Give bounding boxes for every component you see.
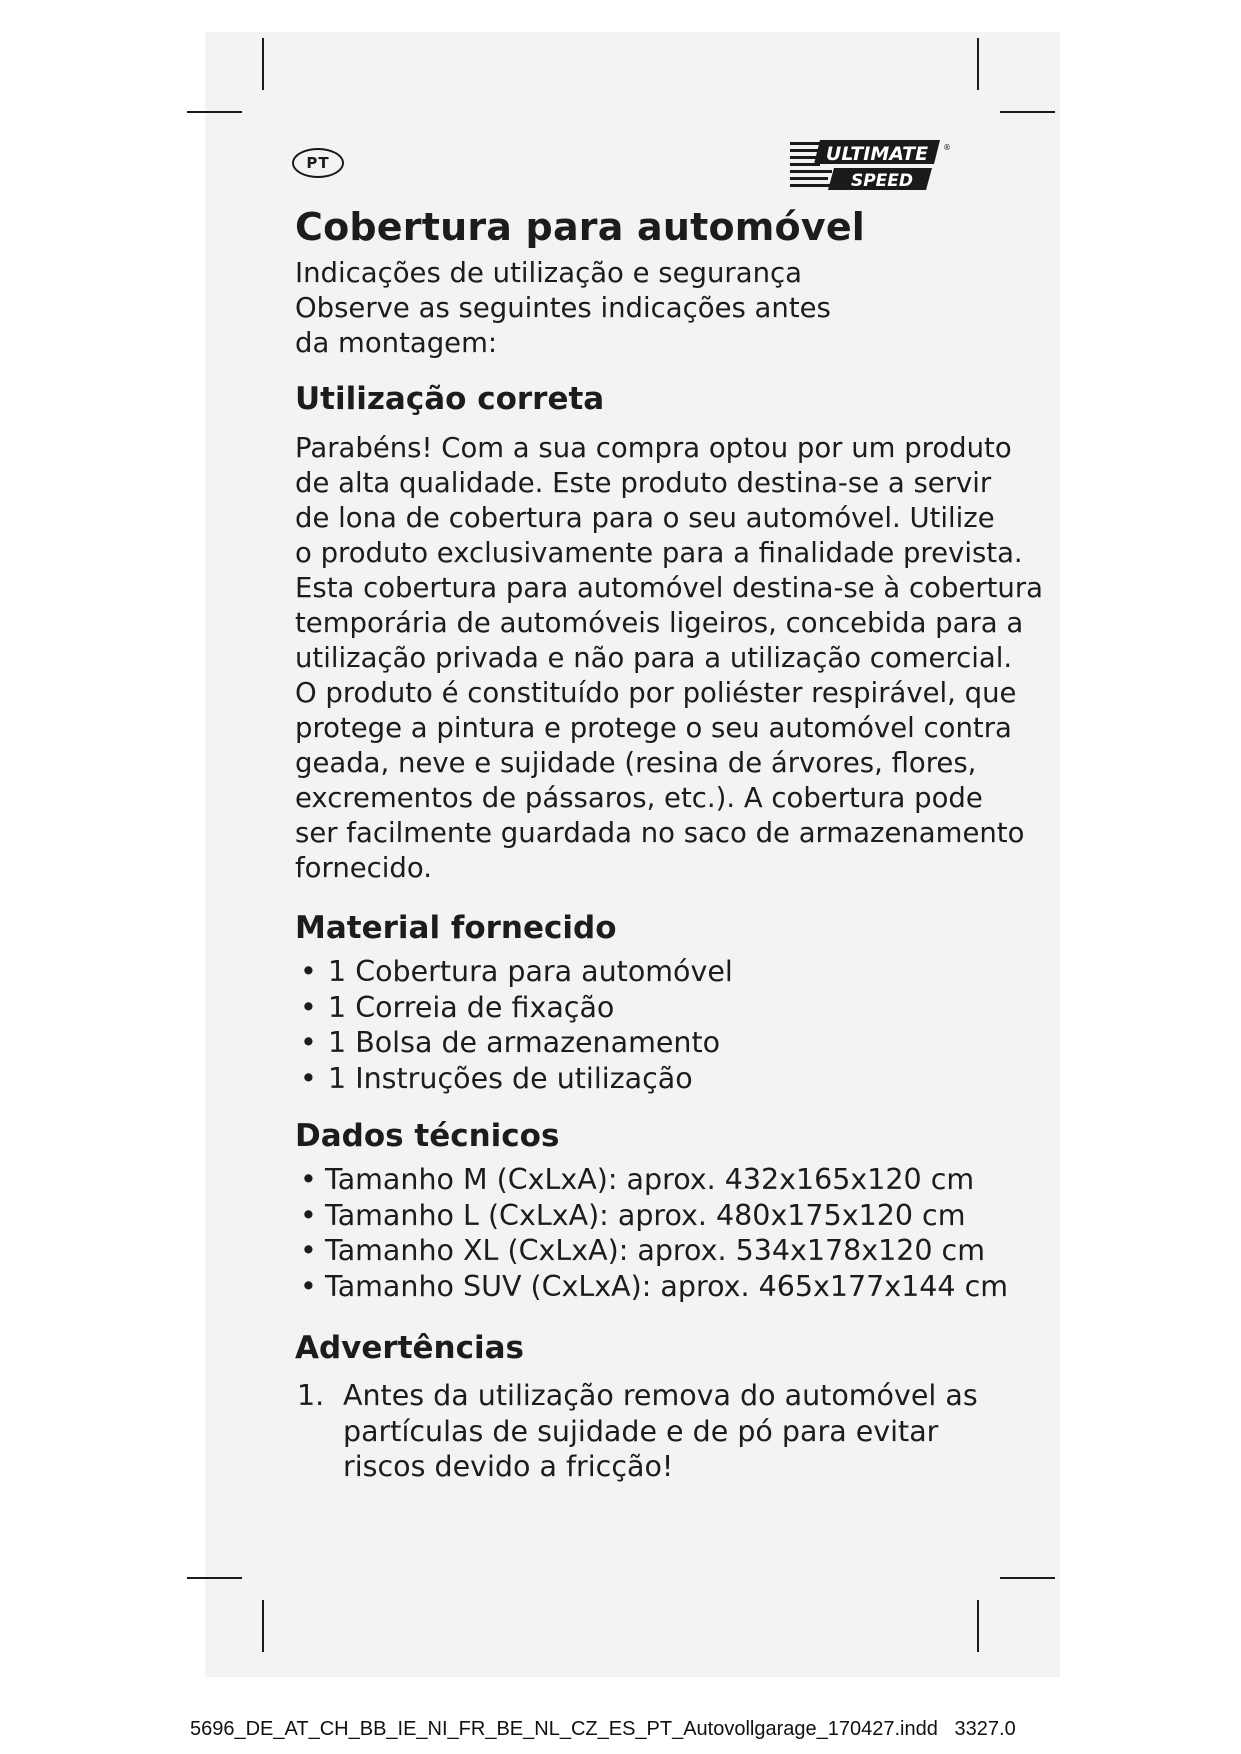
list-item: • Tamanho M (CxLxA): aprox. 432x165x120 cm [295,1162,995,1198]
paragraph-line: ser facilmente guardada no saco de armazenamento [295,817,1025,849]
list-item: • 1 Correia de fixação [295,990,995,1026]
warning-line: Antes da utilização remova do automóvel as [343,1379,978,1412]
print-file-name: 5696_DE_AT_CH_BB_IE_NI_FR_BE_NL_CZ_ES_PT_Autovollgarage_170427.indd [190,1718,938,1740]
crop-mark-top-left-horizontal [187,111,242,113]
main-content [295,198,1044,1485]
ultimate-speed-logo [790,138,950,192]
print-page-ref: 3327.0 [954,1718,1016,1740]
paragraph-line: de lona de cobertura para o seu automóvel. Utilize [295,502,995,534]
crop-mark-bottom-right-horizontal [1000,1577,1055,1579]
intro-line: da montagem: [295,327,498,359]
paragraph-line: utilização privada e não para a utilização comercial. [295,642,1013,674]
crop-mark-bottom-right-vertical [977,1600,979,1652]
paragraph-line: protege a pintura e protege o seu automóvel contra [295,712,1012,744]
list-item: • Tamanho L (CxLxA): aprox. 480x175x120 cm [295,1198,995,1234]
language-badge [292,148,344,178]
intended-use-paragraph [295,431,1044,886]
crop-mark-top-right-vertical [977,38,979,90]
paragraph-line: O produto é constituído por poliéster respirável, que [295,677,1017,709]
list-item: • 1 Cobertura para automóvel [295,954,995,990]
section-title-warnings: Advertências [295,1330,524,1366]
list-item: • Tamanho SUV (CxLxA): aprox. 465x177x144 cm [295,1269,995,1305]
intro-text [295,256,995,361]
paragraph-line: temporária de automóveis ligeiros, concebida para a [295,607,1024,639]
page-title: Cobertura para automóvel [295,205,866,249]
warning-line: partículas de sujidade e de pó para evitar [343,1414,939,1448]
crop-mark-top-left-vertical [262,38,264,90]
section-title-supplied: Material fornecido [295,910,617,946]
crop-mark-bottom-left-vertical [262,1600,264,1652]
paragraph-line: Esta cobertura para automóvel destina-se à cobertura [295,572,1044,604]
section-title-technical: Dados técnicos [295,1118,560,1154]
section-title-intended-use: Utilização correta [295,381,605,417]
intro-line: Observe as seguintes indicações antes [295,292,831,324]
list-item: • 1 Instruções de utilização [295,1061,995,1097]
logo-text-speed: SPEED [850,171,914,191]
crop-mark-bottom-left-horizontal [187,1577,242,1579]
crop-mark-top-right-horizontal [1000,111,1055,113]
list-item: • Tamanho XL (CxLxA): aprox. 534x178x120 cm [295,1233,995,1269]
paragraph-line: fornecido. [295,852,432,884]
logo-text-ultimate: ULTIMATE [825,143,929,165]
technical-data-list [295,1162,1009,1304]
paragraph-line: de alta qualidade. Este produto destina-se a servir [295,467,992,499]
language-code: PT [306,154,330,172]
supplied-items-list [295,954,995,1096]
paragraph-line: geada, neve e sujidade (resina de árvores, flores, [295,747,977,779]
paragraph-line: o produto exclusivamente para a finalidade prevista. [295,537,1023,569]
paragraph-line: Parabéns! Com a sua compra optou por um produto [295,432,1012,464]
print-slug [190,1718,1060,1752]
paragraph-line: excrementos de pássaros, etc.). A cobertura pode [295,782,983,814]
warning-line: riscos devido a fricção! [343,1450,674,1483]
list-item: • 1 Bolsa de armazenamento [295,1025,995,1061]
intro-line: Indicações de utilização e segurança [295,257,802,289]
warning-item [295,1378,995,1485]
warning-number: 1. [297,1379,325,1412]
registered-mark: ® [943,143,951,152]
